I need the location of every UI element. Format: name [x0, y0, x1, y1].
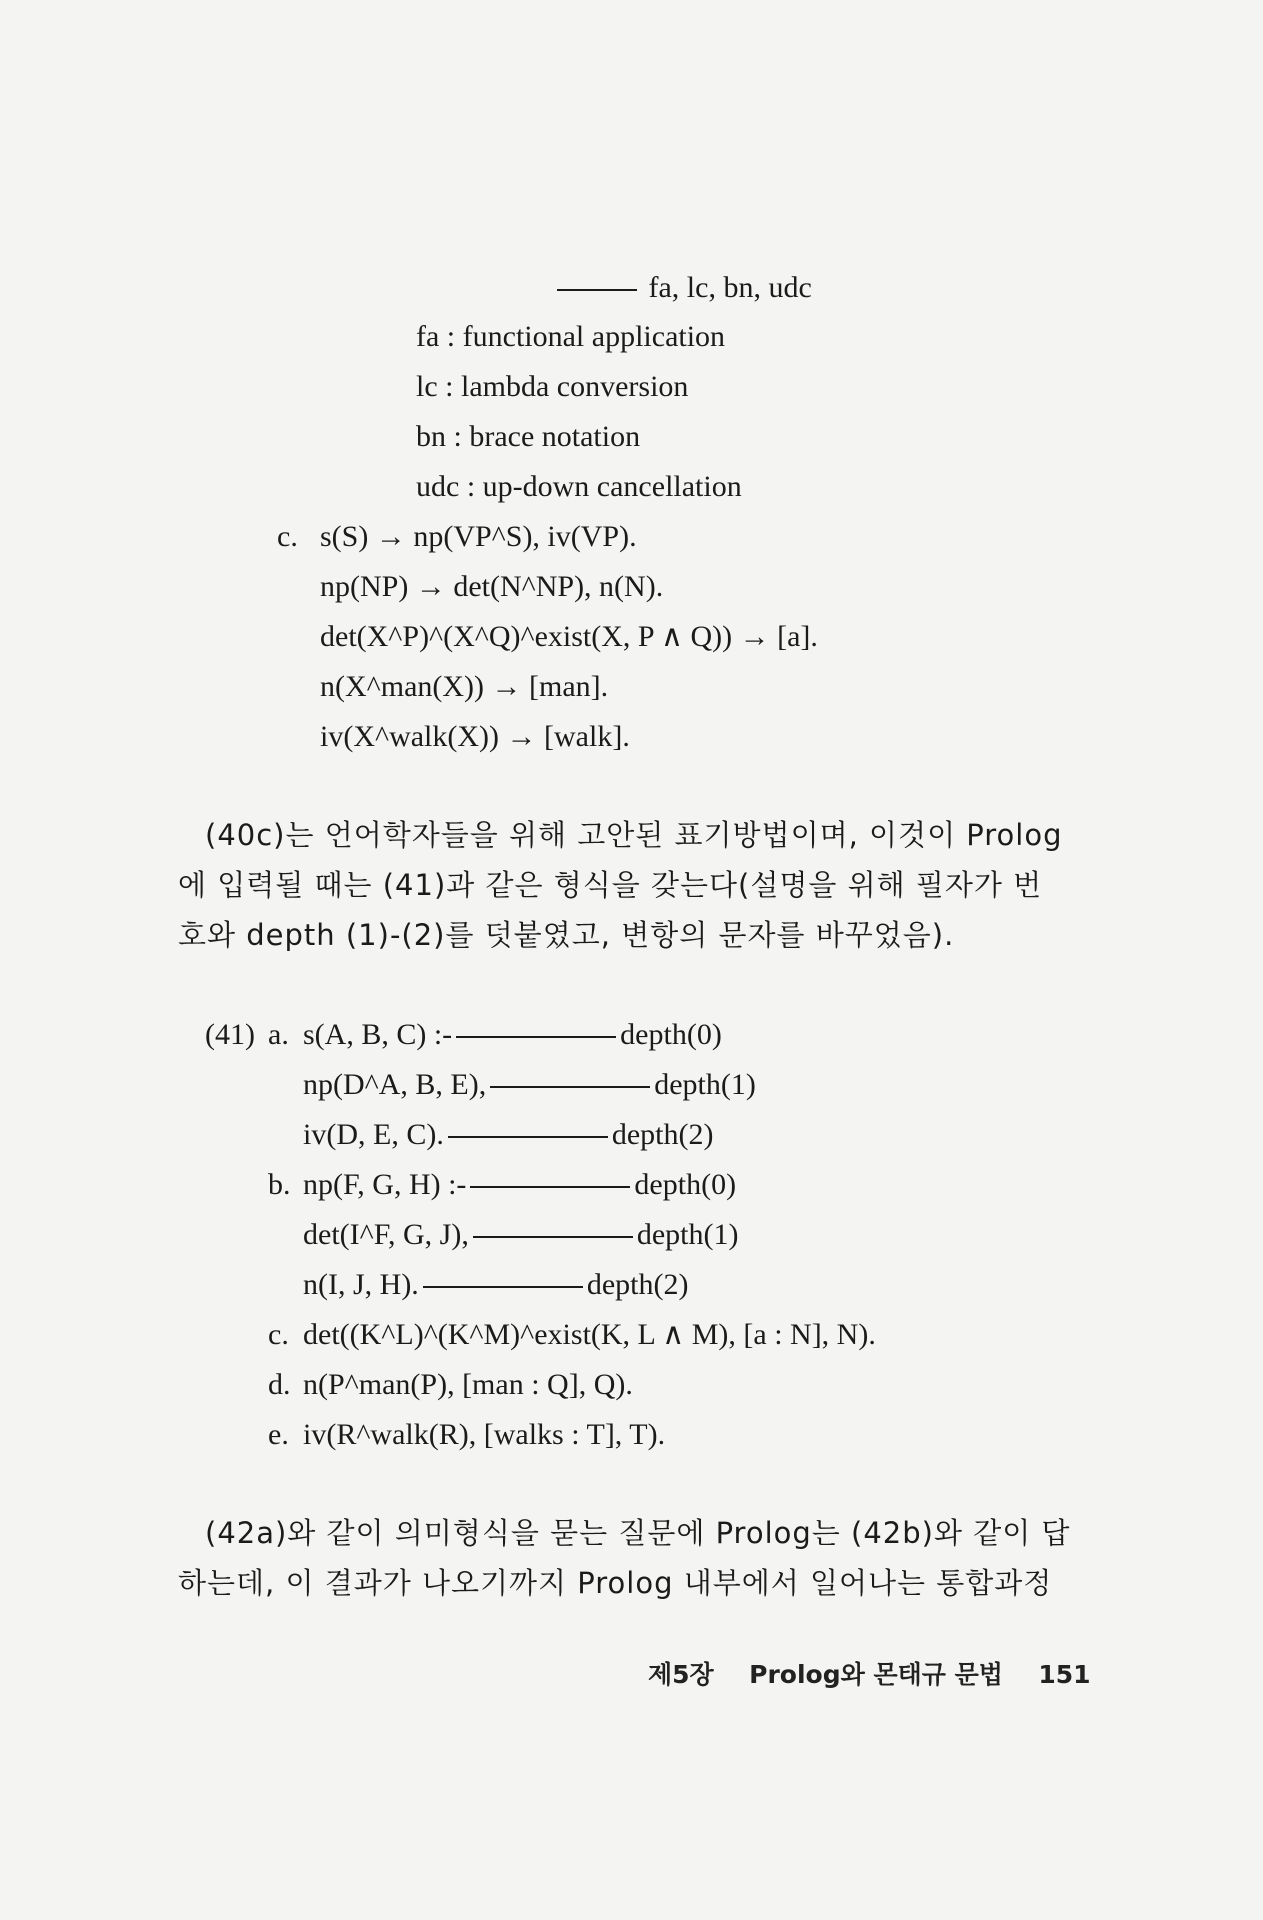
depth-row: np(D^A, B, E), depth(1): [303, 1068, 756, 1101]
rule-line: n(X^man(X)) → [man].: [320, 670, 609, 703]
depth-row: det(I^F, G, J), depth(1): [303, 1218, 739, 1251]
dash-rule: [473, 1236, 633, 1238]
dash-rule: [448, 1136, 608, 1138]
glossary-item-lc: lc : lambda conversion: [416, 370, 689, 403]
example-e-label: e.: [268, 1418, 289, 1451]
rule-line: iv(X^walk(X)) → [walk].: [320, 720, 630, 753]
example-a-label: a.: [268, 1018, 289, 1051]
rule-line: det(X^P)^(X^Q)^exist(X, P ∧ Q)) → [a].: [320, 620, 818, 653]
example-d-label: d.: [268, 1368, 291, 1401]
example-number: (41): [205, 1018, 255, 1051]
glossary-item-bn: bn : brace notation: [416, 420, 641, 453]
glossary-header: fa, lc, bn, udc: [553, 268, 812, 308]
dash-rule: [456, 1036, 616, 1038]
example-d-text: n(P^man(P), [man : Q], Q).: [303, 1368, 633, 1401]
rules-c-label: c.: [277, 520, 298, 553]
glossary-item-fa: fa : functional application: [416, 320, 726, 353]
depth-row: n(I, J, H). depth(2): [303, 1268, 689, 1301]
dash-rule: [423, 1286, 583, 1288]
footer-chapter: 제5장: [648, 1660, 714, 1689]
depth-row: iv(D, E, C). depth(2): [303, 1118, 714, 1151]
rule-line: s(S) → np(VP^S), iv(VP).: [320, 520, 637, 553]
depth-row: np(F, G, H) :- depth(0): [303, 1168, 737, 1201]
rule-line: np(NP) → det(N^NP), n(N).: [320, 570, 664, 603]
glossary-item-udc: udc : up-down cancellation: [416, 470, 742, 503]
paragraph-line: 에 입력될 때는 (41)과 같은 형식을 갖는다(설명을 위해 필자가 번: [178, 868, 1043, 902]
depth-row: s(A, B, C) :- depth(0): [303, 1018, 722, 1051]
paragraph-line: 하는데, 이 결과가 나오기까지 Prolog 내부에서 일어나는 통합과정: [178, 1566, 1053, 1600]
dash-rule: [490, 1086, 650, 1088]
example-c-text: det((K^L)^(K^M)^exist(K, L ∧ M), [a : N], N).: [303, 1318, 876, 1351]
footer-title: Prolog와 몬태규 문법: [749, 1660, 1003, 1689]
page-number: 151: [1038, 1660, 1091, 1689]
dash-rule: [470, 1186, 630, 1188]
dash-rule: [557, 289, 637, 291]
paragraph-line: (40c)는 언어학자들을 위해 고안된 표기방법이며, 이것이 Prolog: [205, 818, 1063, 852]
page-footer: [648, 1658, 1091, 1692]
example-b-label: b.: [268, 1168, 291, 1201]
paragraph-line: 호와 depth (1)-(2)를 덧붙였고, 변항의 문자를 바꾸었음).: [178, 918, 955, 952]
example-c-label: c.: [268, 1318, 289, 1351]
example-e-text: iv(R^walk(R), [walks : T], T).: [303, 1418, 666, 1451]
paragraph-line: (42a)와 같이 의미형식을 묻는 질문에 Prolog는 (42b)와 같이 답: [205, 1516, 1071, 1550]
